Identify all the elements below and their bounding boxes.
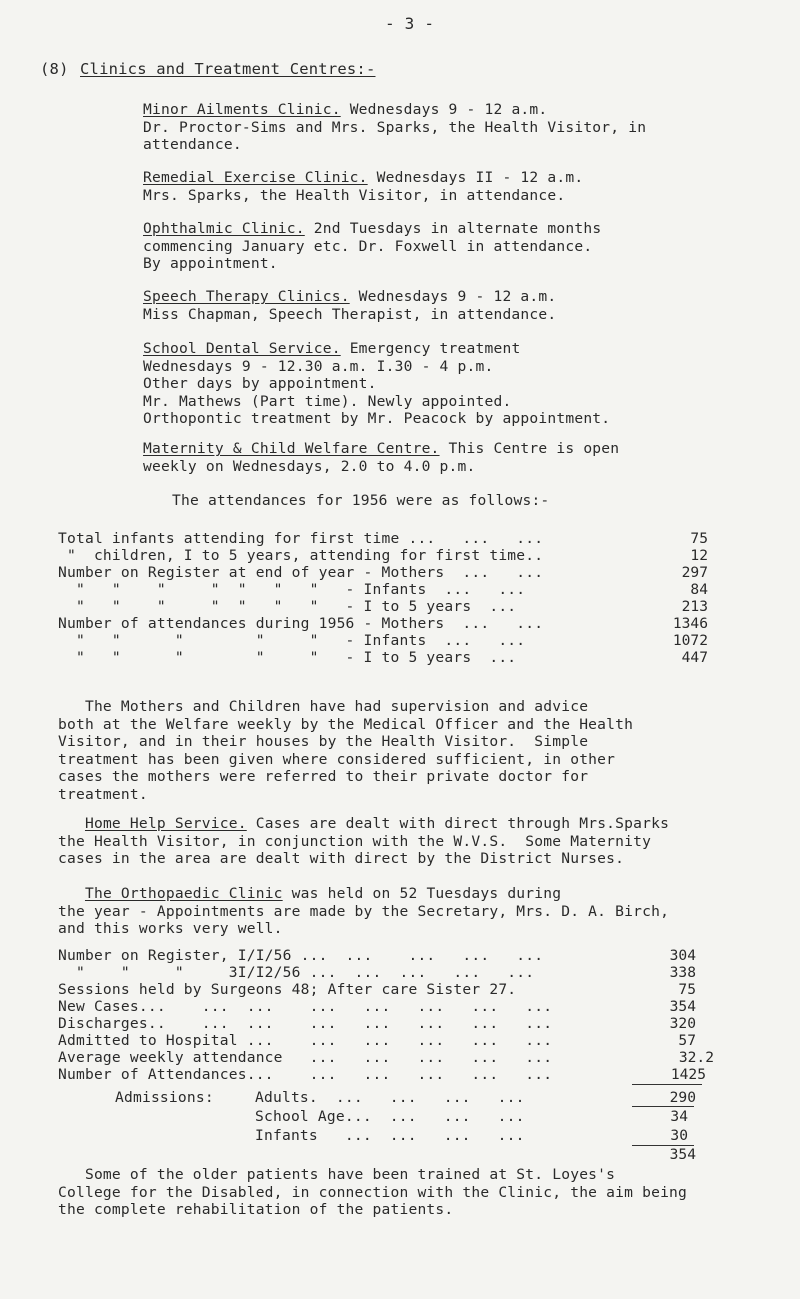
paragraph-line: Visitor, and in their houses by the Health Visitor. Simple [58, 733, 589, 750]
table-row-label: Number on Register, I/I/56 ... ... ... ... ... [58, 947, 544, 964]
ophthalmic-times: 2nd Tuesdays in alternate months [304, 220, 602, 237]
table-row-value: 32.2 [678, 1049, 714, 1066]
table-row-value: 1346 [672, 615, 708, 632]
table-row-value: 34 [670, 1108, 688, 1125]
table-row-label: " " " " " " " - I to 5 years ... [58, 598, 517, 615]
paragraph-line: College for the Disabled, in connection with the Clinic, the aim being [58, 1183, 688, 1201]
table-row-label: Total infants attending for first time ... ... ... [58, 530, 544, 547]
paragraph-line: both at the Welfare weekly by the Medical Officer and the Health [58, 715, 634, 733]
table-row-label: " " " " " - I to 5 years ... [58, 649, 517, 666]
ophthalmic-heading: Ophthalmic Clinic. [143, 220, 305, 237]
page-number: - 3 - [385, 14, 435, 33]
paragraph-line: the complete rehabilitation of the patients. [58, 1201, 454, 1218]
table-row-label: Sessions held by Surgeons 48; After care Sister 27. [58, 981, 517, 998]
table-row-label: Number of Attendances... ... ... ... ... ... [58, 1066, 553, 1083]
closing-paragraph [58, 1166, 687, 1219]
remedial-staff: Mrs. Sparks, the Health Visitor, in attendance. [143, 186, 566, 204]
table-row-label: Number of attendances during 1956 - Mothers ... ... [58, 615, 544, 632]
speech-block [143, 288, 556, 323]
table-row-label: New Cases... ... ... ... ... ... ... ... [58, 998, 553, 1015]
maternity-block [143, 440, 619, 475]
admissions-total: 354 [669, 1146, 696, 1163]
home-help-text: Cases are dealt with direct through Mrs.Sparks [246, 815, 670, 832]
remedial-block [143, 169, 583, 204]
minor-ailments-attendance: attendance. [143, 136, 242, 153]
table-row-label: Discharges.. ... ... ... ... ... ... ... [58, 1015, 553, 1032]
remedial-heading: Remedial Exercise Clinic. [143, 169, 368, 186]
dental-times: Wednesdays 9 - 12.30 a.m. I.30 - 4 p.m. [143, 357, 494, 375]
speech-staff: Miss Chapman, Speech Therapist, in attendance. [143, 305, 557, 323]
orthopaedic-block [58, 885, 669, 938]
table-row-value: 1425 [670, 1066, 706, 1083]
table-row-label: " " " " " - Infants ... ... [58, 632, 526, 649]
table-row-value: 75 [678, 981, 696, 998]
orthopaedic-heading: The Orthopaedic Clinic [84, 885, 283, 902]
paragraph-line: Some of the older patients have been trained at St. Loyes's [58, 1166, 616, 1183]
table-row-value: 213 [681, 598, 708, 615]
home-help-heading: Home Help Service. [84, 815, 247, 832]
divider [632, 1106, 694, 1107]
supervision-paragraph [58, 698, 633, 803]
home-help-block [58, 815, 669, 868]
speech-heading: Speech Therapy Clinics. [143, 288, 350, 305]
attendances-intro: The attendances for 1956 were as follows:- [172, 492, 550, 509]
section-title: Clinics and Treatment Centres:- [80, 60, 376, 78]
home-help-line2: the Health Visitor, in conjunction with the W.V.S. Some Maternity [58, 832, 652, 850]
remedial-times: Wednesdays II - 12 a.m. [367, 169, 584, 186]
ophthalmic-staff: commencing January etc. Dr. Foxwell in attendance. [143, 237, 593, 255]
dental-emergency: Emergency treatment [340, 340, 521, 357]
table-row-label: Adults. ... ... ... ... [255, 1089, 525, 1106]
table-row-value: 1072 [672, 632, 708, 649]
table-row-value: 290 [669, 1089, 696, 1106]
section-number: (8) [40, 60, 69, 78]
minor-ailments-block [143, 101, 646, 154]
dental-block [143, 340, 610, 428]
home-help-line3: cases in the area are dealt with direct by the District Nurses. [58, 850, 625, 867]
orthopaedic-line3: and this works very well. [58, 920, 283, 937]
table-row-value: 30 [670, 1127, 688, 1144]
dental-orthopontic: Orthopontic treatment by Mr. Peacock by appointment. [143, 410, 611, 427]
ophthalmic-appointment: By appointment. [143, 255, 278, 272]
dental-heading: School Dental Service. [143, 340, 341, 357]
admissions-label: Admissions: [115, 1089, 214, 1106]
minor-ailments-times: Wednesdays 9 - 12 a.m. [340, 101, 548, 118]
table-row-label: " " " " " " " - Infants ... ... [58, 581, 526, 598]
table-row-value: 304 [669, 947, 696, 964]
table-row-value: 84 [690, 581, 708, 598]
paragraph-line: The Mothers and Children have had supervision and advice [58, 698, 589, 715]
table-row-label: " children, I to 5 years, attending for first time.. [58, 547, 544, 564]
table-row-label: Admitted to Hospital ... ... ... ... ... ... [58, 1032, 553, 1049]
table-row-value: 57 [678, 1032, 696, 1049]
orthopaedic-text: was held on 52 Tuesdays during [282, 885, 562, 902]
table-row-value: 75 [690, 530, 708, 547]
maternity-times: weekly on Wednesdays, 2.0 to 4.0 p.m. [143, 457, 476, 475]
ophthalmic-block [143, 220, 601, 273]
table-row-value: 320 [669, 1015, 696, 1032]
dental-other-days: Other days by appointment. [143, 375, 377, 392]
paragraph-line: cases the mothers were referred to their private doctor for [58, 768, 589, 785]
table-row-value: 297 [681, 564, 708, 581]
divider [632, 1084, 702, 1085]
minor-ailments-heading: Minor Ailments Clinic. [143, 101, 341, 118]
minor-ailments-staff: Dr. Proctor-Sims and Mrs. Sparks, the Health Visitor, in [143, 118, 647, 136]
dental-staff: Mr. Mathews (Part time). Newly appointed. [143, 392, 512, 410]
table-row-label: Average weekly attendance ... ... ... ... ... [58, 1049, 553, 1066]
table-row-label: School Age... ... ... ... [255, 1108, 525, 1125]
paragraph-line: treatment has been given where considered sufficient, in other [58, 750, 616, 768]
table-row-value: 12 [690, 547, 708, 564]
maternity-open: This Centre is open [439, 440, 620, 457]
table-row-label: Number on Register at end of year - Mothers ... ... [58, 564, 544, 581]
table-row-value: 338 [669, 964, 696, 981]
table-row-label: Infants ... ... ... ... [255, 1127, 525, 1144]
maternity-heading: Maternity & Child Welfare Centre. [143, 440, 440, 457]
table-row-label: " " " 3I/I2/56 ... ... ... ... ... [58, 964, 535, 981]
orthopaedic-line2: the year - Appointments are made by the Secretary, Mrs. D. A. Birch, [58, 902, 670, 920]
table-row-value: 447 [681, 649, 708, 666]
table-row-value: 354 [669, 998, 696, 1015]
paragraph-line: treatment. [58, 785, 148, 803]
speech-times: Wednesdays 9 - 12 a.m. [349, 288, 557, 305]
